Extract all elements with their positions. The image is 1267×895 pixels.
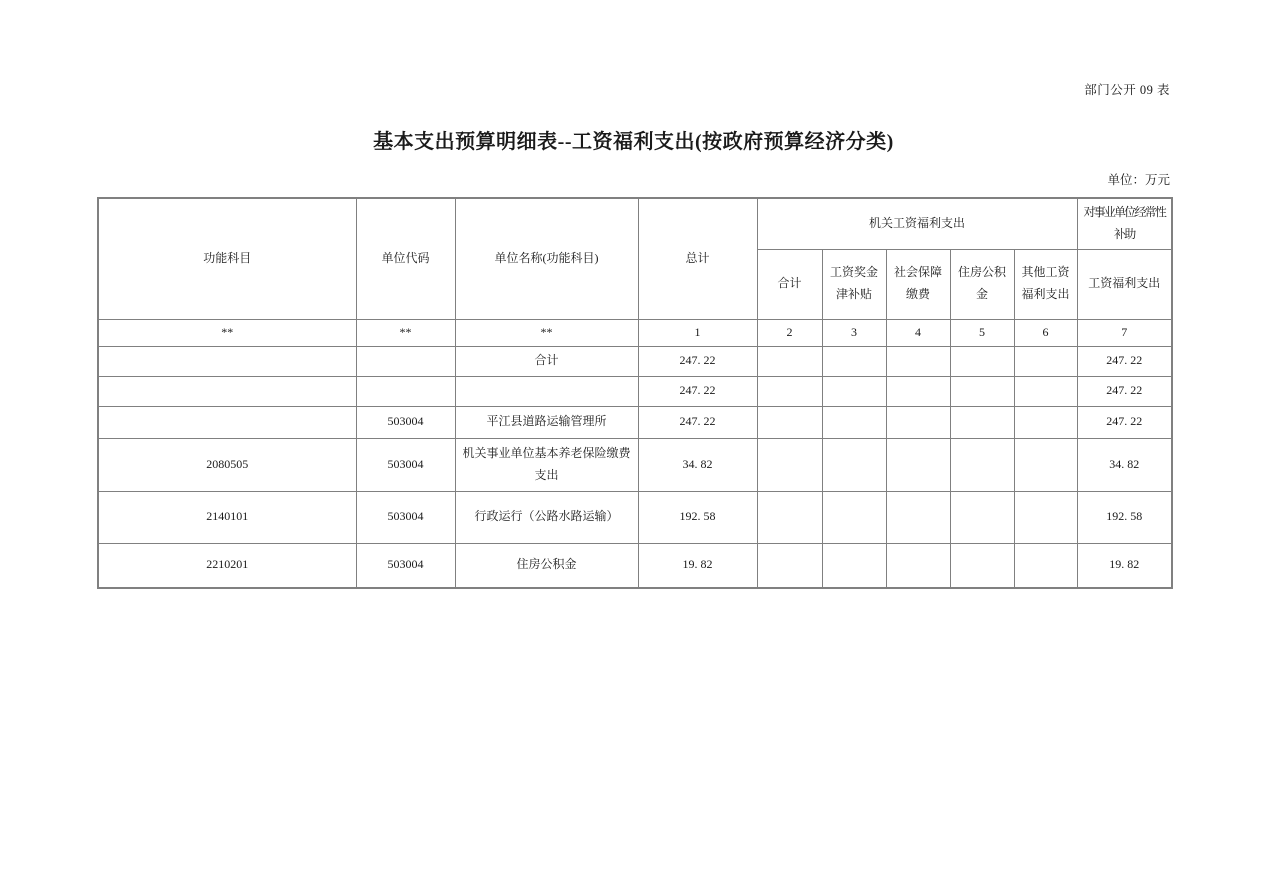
- table-cell: [822, 491, 886, 543]
- header-unit-name: 单位名称(功能科目): [455, 198, 638, 319]
- table-cell: [822, 406, 886, 438]
- table-cell: **: [356, 319, 455, 346]
- table-cell: [950, 376, 1014, 406]
- table-cell: [356, 346, 455, 376]
- header-sub-wage-welfare-expense: 工资福利支出: [1077, 249, 1172, 319]
- table-cell: 行政运行（公路水路运输）: [455, 491, 638, 543]
- table-cell: [822, 438, 886, 491]
- table-cell: [98, 406, 356, 438]
- table-cell: 503004: [356, 438, 455, 491]
- table-cell: [1014, 376, 1077, 406]
- header-group-subsidy-institutions: 对事业单位经常性补助: [1077, 198, 1172, 249]
- table-cell: 5: [950, 319, 1014, 346]
- table-cell: 19. 82: [1077, 543, 1172, 588]
- table-row: [98, 491, 1172, 543]
- table-cell: 机关事业单位基本养老保险缴费支出: [455, 438, 638, 491]
- table-row: [98, 543, 1172, 588]
- header-sub-housing-fund: 住房公积金: [950, 249, 1014, 319]
- header-sub-wage-bonus-allowance: 工资奖金津补贴: [822, 249, 886, 319]
- table-cell: 2: [757, 319, 822, 346]
- table-cell: [757, 543, 822, 588]
- table-cell: 4: [886, 319, 950, 346]
- table-cell: 7: [1077, 319, 1172, 346]
- table-row: [98, 406, 1172, 438]
- page-title: 基本支出预算明细表--工资福利支出(按政府预算经济分类): [373, 131, 894, 153]
- table-body: [98, 319, 1172, 588]
- table-cell: [98, 376, 356, 406]
- table-cell: [356, 376, 455, 406]
- table-cell: [1014, 406, 1077, 438]
- table-cell: [950, 406, 1014, 438]
- table-cell: 247. 22: [1077, 406, 1172, 438]
- table-cell: 34. 82: [638, 438, 757, 491]
- table-cell: [757, 491, 822, 543]
- table-cell: [822, 346, 886, 376]
- table-cell: 平江县道路运输管理所: [455, 406, 638, 438]
- table-cell: [1014, 491, 1077, 543]
- table-cell: [886, 438, 950, 491]
- header-sub-other-wage-welfare: 其他工资福利支出: [1014, 249, 1077, 319]
- table-cell: 247. 22: [1077, 346, 1172, 376]
- table-cell: [886, 406, 950, 438]
- unit-note: 单位：万元: [1107, 173, 1170, 187]
- table-cell: 19. 82: [638, 543, 757, 588]
- table-cell: 2210201: [98, 543, 356, 588]
- budget-table: [97, 197, 1173, 589]
- table-cell: [950, 346, 1014, 376]
- header-sub-social-security: 社会保障缴费: [886, 249, 950, 319]
- table-cell: 6: [1014, 319, 1077, 346]
- table-cell: [1014, 438, 1077, 491]
- table-cell: [1014, 543, 1077, 588]
- table-cell: [822, 376, 886, 406]
- table-cell: [886, 376, 950, 406]
- table-cell: [757, 406, 822, 438]
- table-cell: [950, 491, 1014, 543]
- table-cell: 合计: [455, 346, 638, 376]
- table-cell: [757, 376, 822, 406]
- table-cell: [886, 543, 950, 588]
- table-cell: 1: [638, 319, 757, 346]
- table-cell: 247. 22: [638, 346, 757, 376]
- table-row: [98, 346, 1172, 376]
- table-cell: 247. 22: [638, 376, 757, 406]
- doc-number: 部门公开 09 表: [1084, 83, 1170, 97]
- table-cell: [98, 346, 356, 376]
- table-cell: **: [98, 319, 356, 346]
- table-cell: [822, 543, 886, 588]
- table-cell: 503004: [356, 406, 455, 438]
- table-cell: **: [455, 319, 638, 346]
- table-cell: 503004: [356, 491, 455, 543]
- table-cell: 503004: [356, 543, 455, 588]
- header-unit-code: 单位代码: [356, 198, 455, 319]
- table-cell: [757, 346, 822, 376]
- header-group-agency-wage-welfare: 机关工资福利支出: [757, 198, 1077, 249]
- table-cell: 2080505: [98, 438, 356, 491]
- table-cell: [886, 346, 950, 376]
- table-cell: 3: [822, 319, 886, 346]
- table-cell: 192. 58: [1077, 491, 1172, 543]
- table-cell: [886, 491, 950, 543]
- table-cell: 192. 58: [638, 491, 757, 543]
- table-cell: 2140101: [98, 491, 356, 543]
- column-index-row: [98, 319, 1172, 346]
- table-cell: [950, 543, 1014, 588]
- table-cell: [757, 438, 822, 491]
- table-cell: 247. 22: [638, 406, 757, 438]
- table-row: [98, 376, 1172, 406]
- header-grand-total: 总计: [638, 198, 757, 319]
- table-row: [98, 438, 1172, 491]
- table-cell: [950, 438, 1014, 491]
- table-cell: [1014, 346, 1077, 376]
- table-header: [98, 198, 1172, 319]
- table-cell: 34. 82: [1077, 438, 1172, 491]
- table-cell: 住房公积金: [455, 543, 638, 588]
- table-cell: [455, 376, 638, 406]
- header-row-groups: [98, 198, 1172, 249]
- table-cell: 247. 22: [1077, 376, 1172, 406]
- header-function-subject: 功能科目: [98, 198, 356, 319]
- header-sub-total: 合计: [757, 249, 822, 319]
